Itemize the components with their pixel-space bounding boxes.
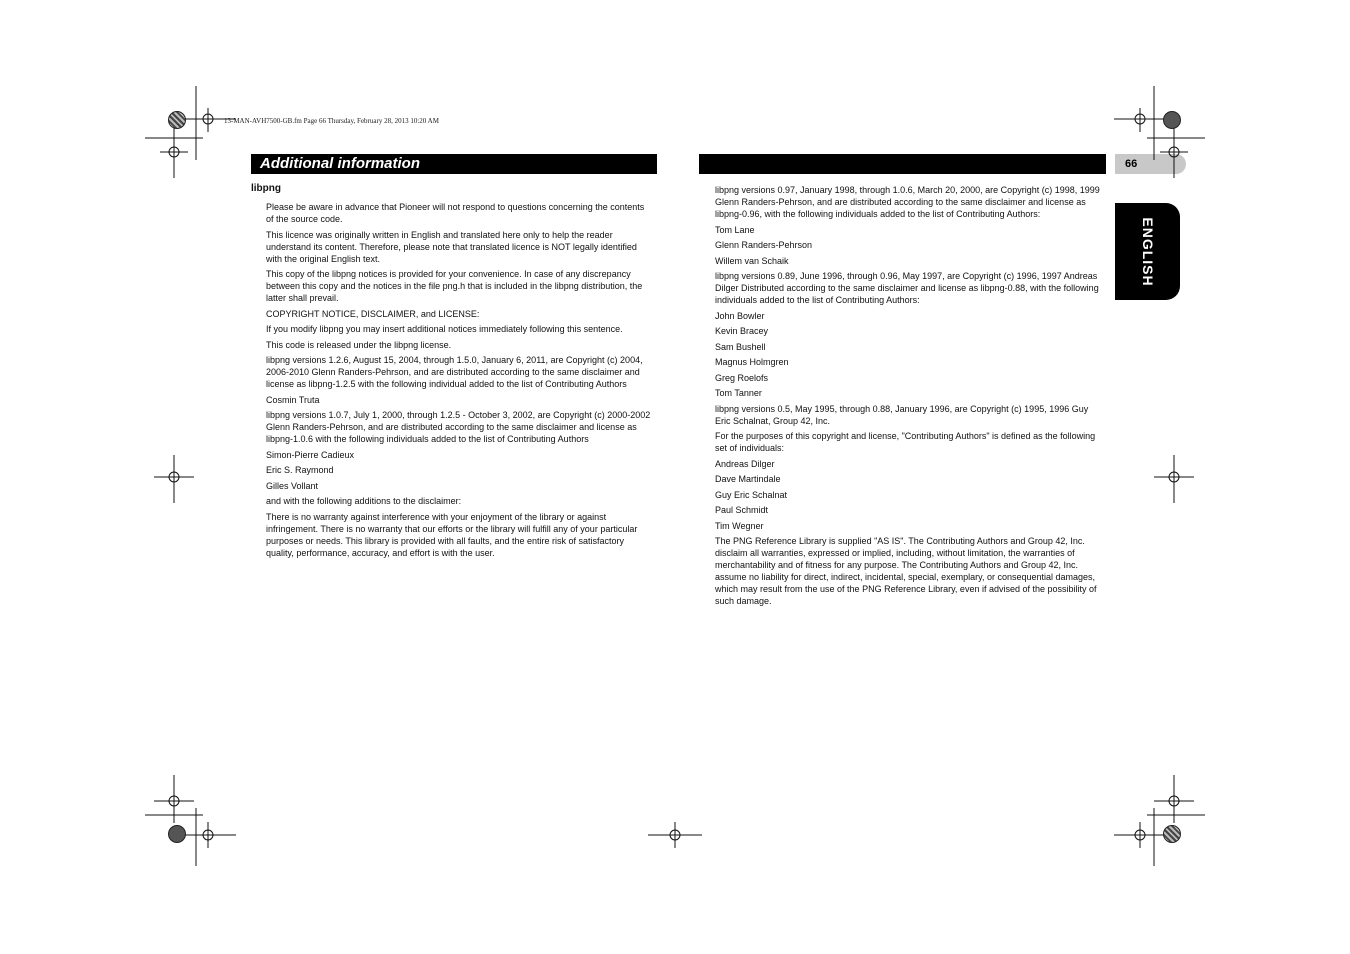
paragraph: Simon-Pierre Cadieux [266,449,355,460]
paragraph: Andreas Dilger [715,458,775,469]
paragraph: Paul Schmidt [715,505,769,515]
paragraph: If you modify libpng you may insert additional notices immediately following this sentence. [266,324,623,334]
registration-target-icon [168,111,186,129]
paragraph: Kevin Bracey [715,326,769,336]
paragraph: This code is released under the libpng license. [266,339,452,350]
paragraph: Magnus Holmgren [715,357,789,367]
paragraph: libpng versions 0.97, January 1998, through 1.0.6, March 20, 2000, are Copyright (c) 1998, 1999 Glenn Randers-Pehrson, and are distributed according to the same disclaimer and license as libpng-0.96, with the following individuals added to the list of Contributing Authors: [715,185,1100,219]
language-label: ENGLISH [1139,216,1156,287]
paragraph: and with the following additions to the disclaimer: [266,496,462,506]
paragraph: Gilles Vollant [266,480,319,491]
registration-target-icon [1163,111,1181,129]
paragraph: There is no warranty against interference with your enjoyment of the library or against infringement. There is no warranty that our efforts or the library will fulfill any of your particular purposes or needs. This library is provided with all faults, and the entire risk of satisfactory quality, performance, accuracy, and effort is with the user. [266,511,638,558]
registration-target-icon [168,825,186,843]
paragraph: libpng versions 0.89, June 1996, through 0.96, May 1997, are Copyright (c) 1996, 1997 Andreas Dilger Distributed according to the same disclaimer and license as libpng-0.88, with the following individuals added to the list of Contributing Authors: [715,271,1099,305]
file-info: 13-MAN-AVH7500-GB.fm Page 66 Thursday, February 28, 2013 10:20 AM [224,117,439,125]
paragraph: Greg Roelofs [715,372,769,383]
paragraph: This copy of the libpng notices is provided for your convenience. In case of any discrepancy between this copy and the notices in the file png.h that is included in the libpng distribution, the latter shall prevail. [266,269,643,303]
paragraph: Sam Bushell [715,341,766,352]
paragraph: Tom Lane [715,224,755,235]
paragraph: Eric S. Raymond [266,465,334,475]
paragraph: John Bowler [715,310,765,321]
paragraph: libpng versions 1.2.6, August 15, 2004, through 1.5.0, January 6, 2011, are Copyright (c) 2004, 2006-2010 Glenn Randers-Pehrson, and are distributed according to the same disclaimer and license as libpng-1.2.5 with the following individual added to the list of Contributing Authors [266,355,643,389]
paragraph: Guy Eric Schalnat [715,489,788,500]
paragraph: Willem van Schaik [715,255,789,266]
registration-target-icon [1163,825,1181,843]
paragraph: For the purposes of this copyright and license, "Contributing Authors" is defined as the following set of individuals: [715,431,1096,453]
page-number: 66 [1125,158,1138,170]
paragraph: Cosmin Truta [266,394,320,405]
paragraph: Glenn Randers-Pehrson [715,240,813,250]
paragraph: COPYRIGHT NOTICE, DISCLAIMER, and LICENSE: [266,308,480,319]
section-title: Additional information [260,155,420,172]
content-heading: libpng [251,183,281,194]
paragraph: libpng versions 1.0.7, July 1, 2000, through 1.2.5 - October 3, 2002, are Copyright (c) 2000-2002 Glenn Randers-Pehrson, and are distributed according to the same disclaimer and license as libpng-1.0.6 with the following individuals added to the list of Contributing Authors [266,410,651,444]
paragraph: This licence was originally written in English and translated here only to help the reader understand its content. Therefore, please note that translated licence is NOT legally identified with the original English text. [266,229,637,264]
paragraph: The PNG Reference Library is supplied "AS IS". The Contributing Authors and Group 42, Inc. disclaim all warranties, expressed or implied, including, without limitation, the warranties of merchantability and of fitness for any purpose. The Contributing Authors and Group 42, Inc. assume no liability for direct, indirect, incidental, special, exemplary, or consequential damages, which may result from the use of the PNG Reference Library, even if advised of the possibility of such damage. [715,536,1097,606]
paragraph: Tim Wegner [715,520,764,531]
paragraph: Dave Martindale [715,474,781,484]
paragraph: Tom Tanner [715,388,762,398]
paragraph: Please be aware in advance that Pioneer will not respond to questions concerning the contents of the source code. [266,202,645,224]
paragraph: libpng versions 0.5, May 1995, through 0.88, January 1996, are Copyright (c) 1995, 1996 Guy Eric Schalnat, Group 42, Inc. [715,403,1089,426]
